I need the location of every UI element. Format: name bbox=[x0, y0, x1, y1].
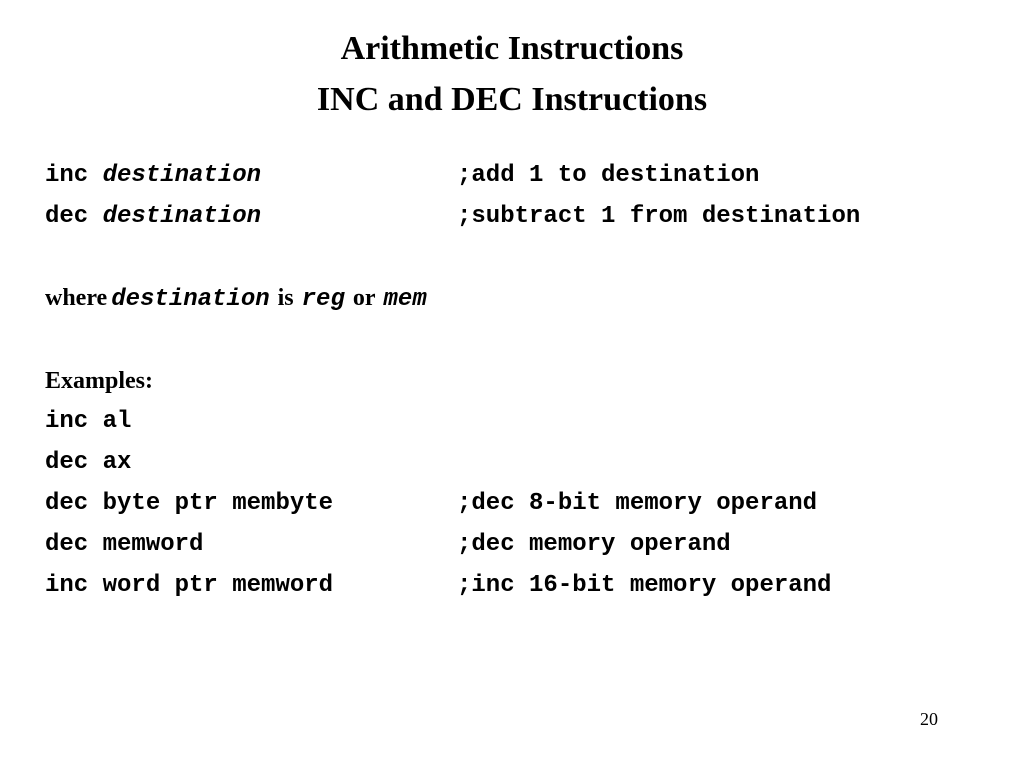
where-word: where bbox=[45, 285, 108, 311]
syntax-comment: ;subtract 1 from destination bbox=[457, 203, 861, 230]
example-line: dec ax bbox=[45, 449, 132, 476]
example-line: dec memword bbox=[45, 531, 204, 558]
examples-label: Examples: bbox=[45, 368, 153, 394]
example-comment: ;dec 8-bit memory operand bbox=[457, 490, 818, 517]
syntax-comment: ;add 1 to destination bbox=[457, 162, 760, 189]
is-word: is bbox=[277, 285, 294, 311]
mem-word: mem bbox=[383, 286, 427, 313]
reg-word: reg bbox=[301, 286, 345, 313]
syntax-line-dec bbox=[45, 205, 261, 229]
syntax-operand: destination bbox=[102, 162, 262, 189]
example-line: dec byte ptr membyte bbox=[45, 490, 334, 517]
slide-title-line-2: INC and DEC Instructions bbox=[316, 81, 708, 118]
example-line: inc word ptr memword bbox=[45, 572, 334, 599]
or-word: or bbox=[352, 285, 376, 311]
example-line: inc al bbox=[45, 408, 132, 435]
where-operand: destination bbox=[111, 286, 270, 313]
syntax-mnemonic: inc bbox=[45, 162, 103, 189]
example-comment: ;inc 16-bit memory operand bbox=[457, 572, 832, 599]
syntax-operand: destination bbox=[102, 203, 262, 230]
syntax-line-inc bbox=[45, 164, 261, 188]
example-comment: ;dec memory operand bbox=[457, 531, 731, 558]
slide-title-line-1: Arithmetic Instructions bbox=[340, 30, 684, 67]
page-number: 20 bbox=[920, 709, 938, 729]
syntax-mnemonic: dec bbox=[45, 203, 103, 230]
where-clause bbox=[45, 286, 427, 312]
